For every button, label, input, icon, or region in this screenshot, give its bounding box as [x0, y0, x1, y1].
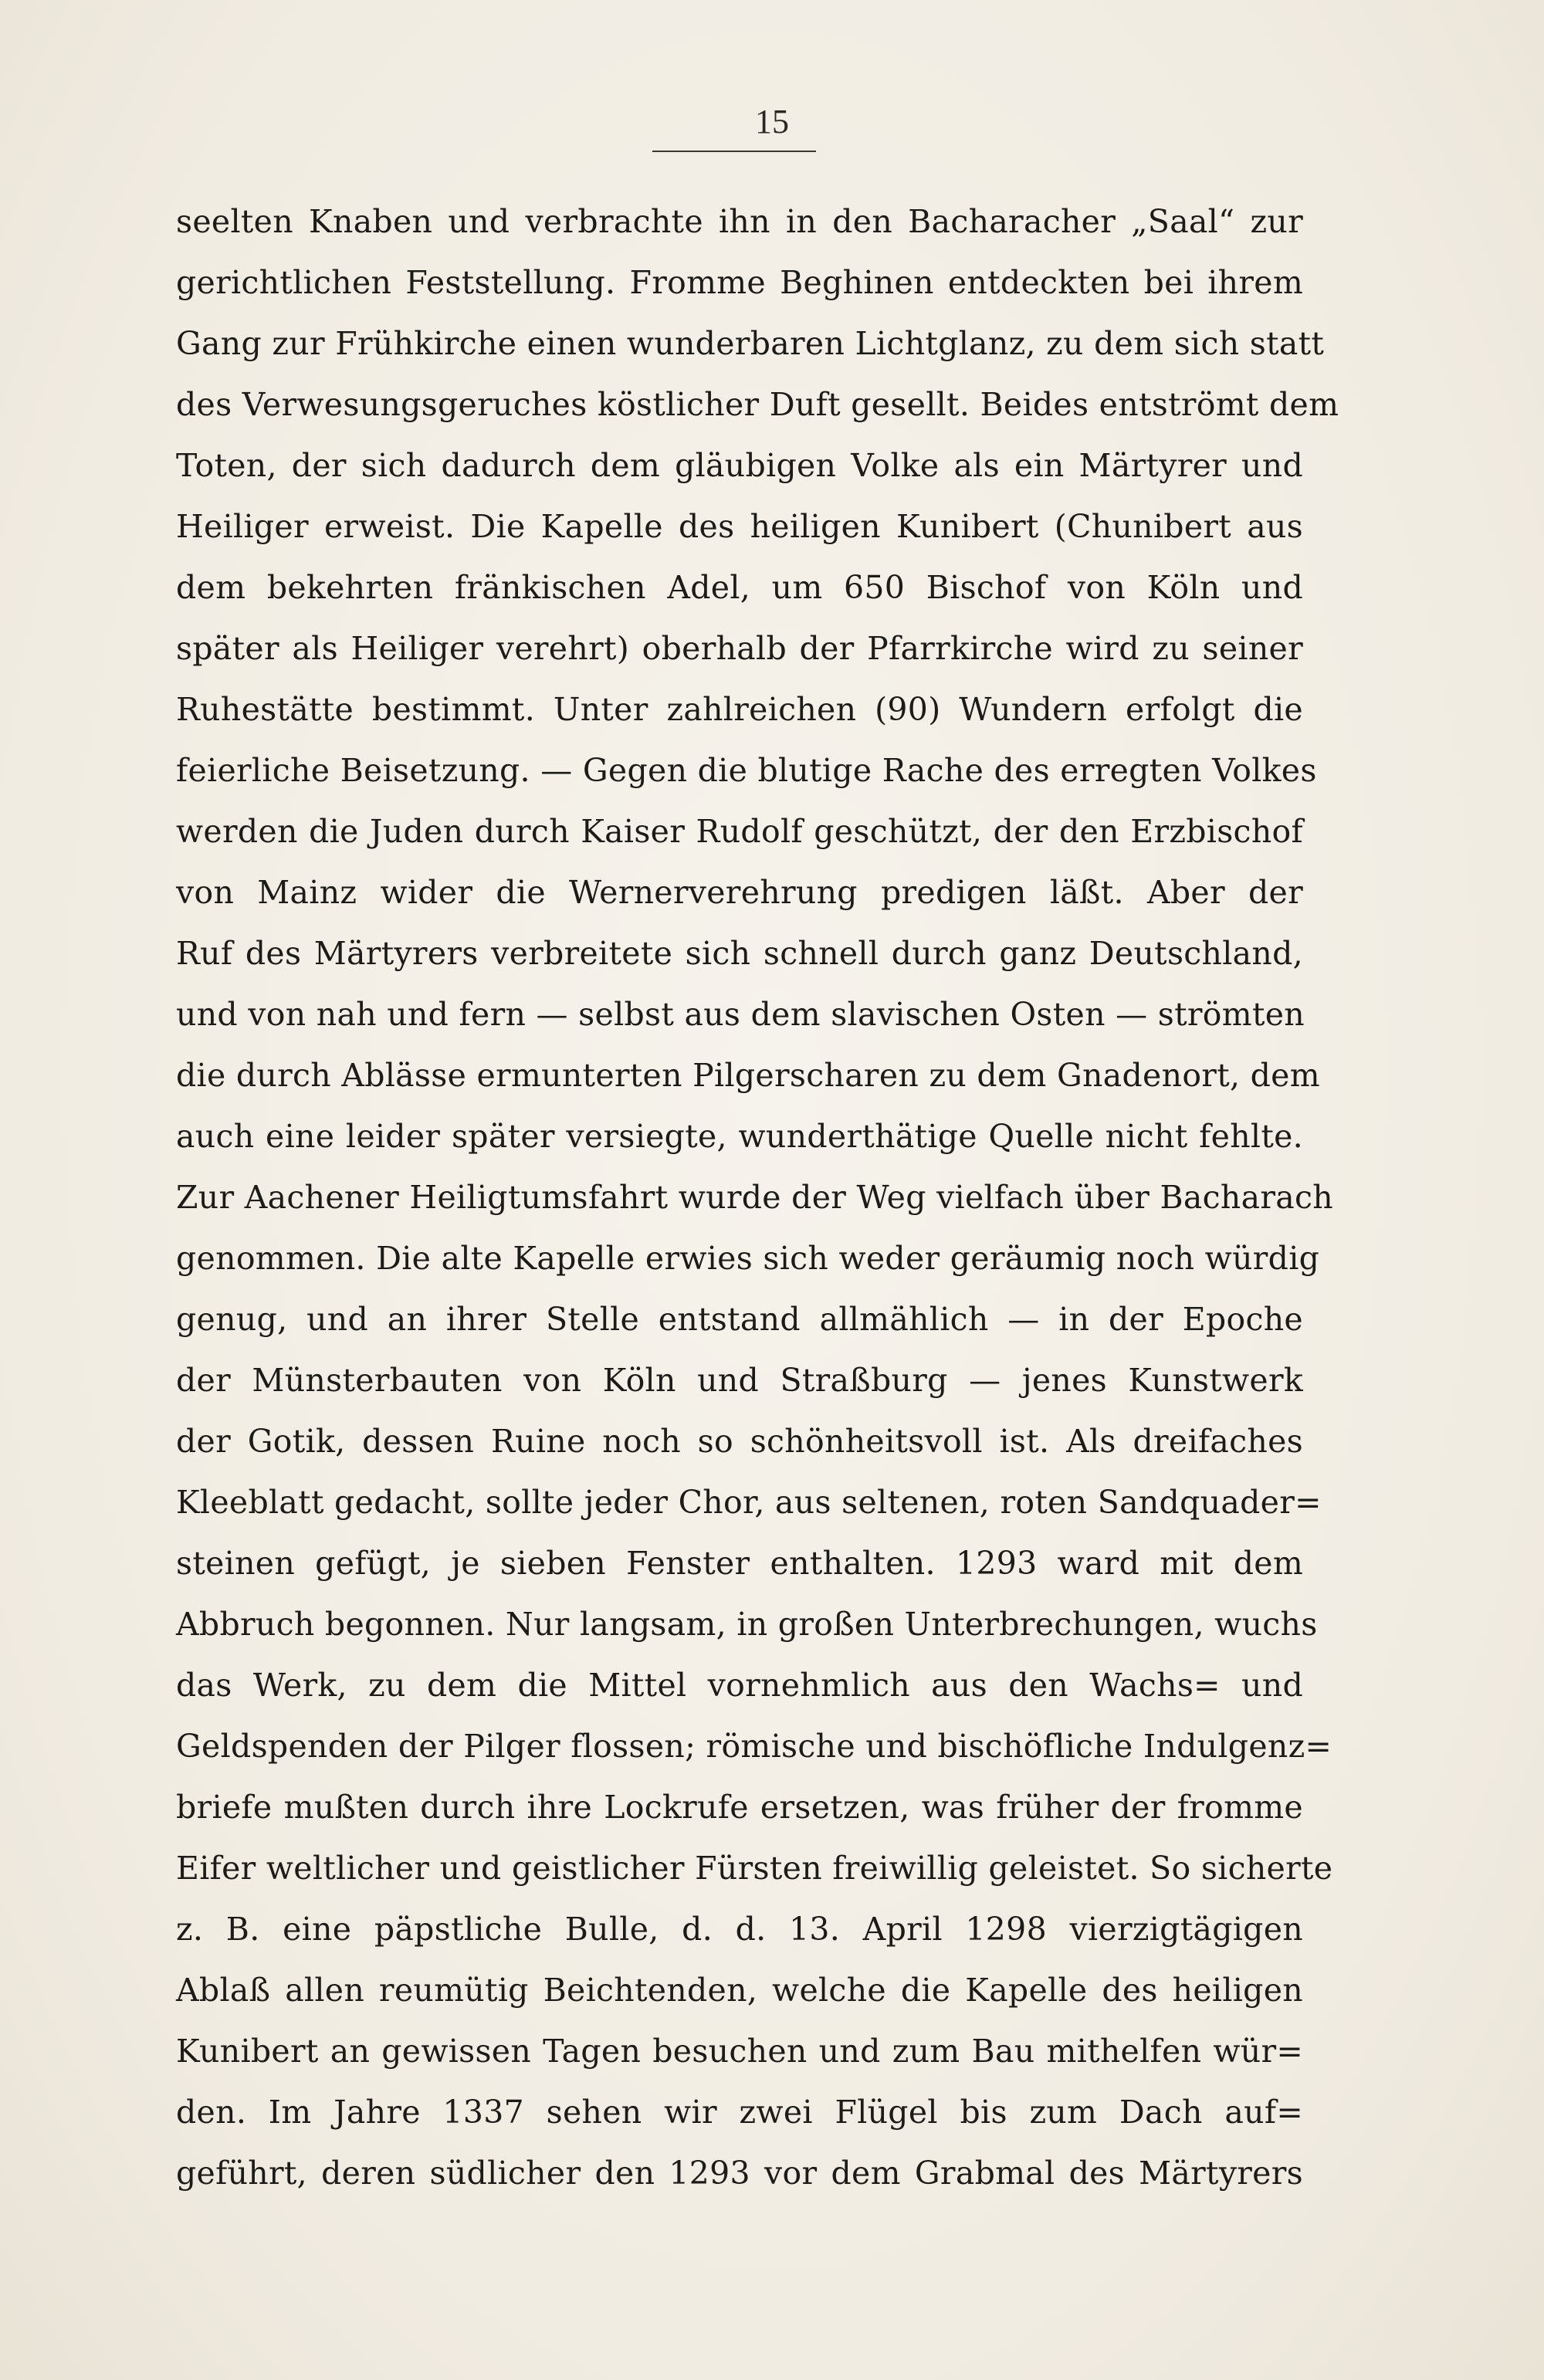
text-line: Ruf des Märtyrers verbreitete sich schnell durch ganz Deutschland,	[176, 935, 1303, 972]
text-line: feierliche Beisetzung. — Gegen die blutige Rache des erregten Volkes	[176, 752, 1317, 789]
text-line: das Werk, zu dem die Mittel vornehmlich aus den Wachs= und	[176, 1667, 1303, 1704]
text-line: Ruhestätte bestimmt. Unter zahlreichen (90) Wundern erfolgt die	[176, 691, 1303, 728]
text-line: und von nah und fern — selbst aus dem slavischen Osten — strömten	[176, 996, 1305, 1033]
text-line: werden die Juden durch Kaiser Rudolf geschützt, der den Erzbischof	[176, 813, 1303, 850]
text-line: Zur Aachener Heiligtumsfahrt wurde der Weg vielfach über Bacharach	[176, 1179, 1333, 1216]
text-line: von Mainz wider die Wernerverehrung predigen läßt. Aber der	[176, 874, 1303, 911]
text-line: der Gotik, dessen Ruine noch so schönheitsvoll ist. Als dreifaches	[176, 1423, 1303, 1460]
text-line: briefe mußten durch ihre Lockrufe ersetzen, was früher der fromme	[176, 1789, 1303, 1826]
text-line: Geldspenden der Pilger flossen; römische und bischöfliche Indulgenz=	[176, 1728, 1332, 1765]
text-line: Ablaß allen reumütig Beichtenden, welche die Kapelle des heiligen	[176, 1972, 1303, 2009]
text-line: die durch Ablässe ermunterten Pilgerscharen zu dem Gnadenort, dem	[176, 1057, 1320, 1094]
text-line: Eifer weltlicher und geistlicher Fürsten freiwillig geleistet. So sicherte	[176, 1850, 1333, 1887]
text-line: des Verwesungsgeruches köstlicher Duft gesellt. Beides entströmt dem	[176, 386, 1339, 423]
text-line: den. Im Jahre 1337 sehen wir zwei Flügel bis zum Dach auf=	[176, 2094, 1303, 2131]
text-line: Heiliger erweist. Die Kapelle des heiligen Kunibert (Chunibert aus	[176, 508, 1303, 545]
text-line: Toten, der sich dadurch dem gläubigen Volke als ein Märtyrer und	[176, 447, 1303, 484]
text-line: Kleeblatt gedacht, sollte jeder Chor, aus seltenen, roten Sandquader=	[176, 1484, 1322, 1521]
text-line: Kunibert an gewissen Tagen besuchen und zum Bau mithelfen wür=	[176, 2033, 1303, 2070]
text-line: steinen gefügt, je sieben Fenster enthalten. 1293 ward mit dem	[176, 1545, 1303, 1582]
text-line: genug, und an ihrer Stelle entstand allmählich — in der Epoche	[176, 1301, 1303, 1338]
text-line: Gang zur Frühkirche einen wunderbaren Lichtglanz, zu dem sich statt	[176, 325, 1325, 362]
text-line: der Münsterbauten von Köln und Straßburg — jenes Kunstwerk	[176, 1362, 1303, 1399]
text-line: später als Heiliger verehrt) oberhalb der Pfarrkirche wird zu seiner	[176, 630, 1303, 667]
page-number: 15	[755, 103, 789, 140]
text-line: auch eine leider später versiegte, wunderthätige Quelle nicht fehlte.	[176, 1118, 1303, 1155]
text-line: z. B. eine päpstliche Bulle, d. d. 13. April 1298 vierzigtägigen	[176, 1911, 1303, 1948]
body-text	[176, 191, 1339, 2204]
text-line: geführt, deren südlicher den 1293 vor dem Grabmal des Märtyrers	[176, 2155, 1303, 2192]
text-line: gerichtlichen Feststellung. Fromme Beghinen entdeckten bei ihrem	[176, 264, 1303, 301]
text-line: seelten Knaben und verbrachte ihn in den Bacharacher „Saal“ zur	[176, 203, 1303, 240]
text-line: Abbruch begonnen. Nur langsam, in großen Unterbrechungen, wuchs	[176, 1606, 1318, 1643]
text-line: genommen. Die alte Kapelle erwies sich weder geräumig noch würdig	[176, 1240, 1320, 1277]
text-line: dem bekehrten fränkischen Adel, um 650 Bischof von Köln und	[176, 569, 1303, 606]
header-rule	[652, 151, 816, 152]
